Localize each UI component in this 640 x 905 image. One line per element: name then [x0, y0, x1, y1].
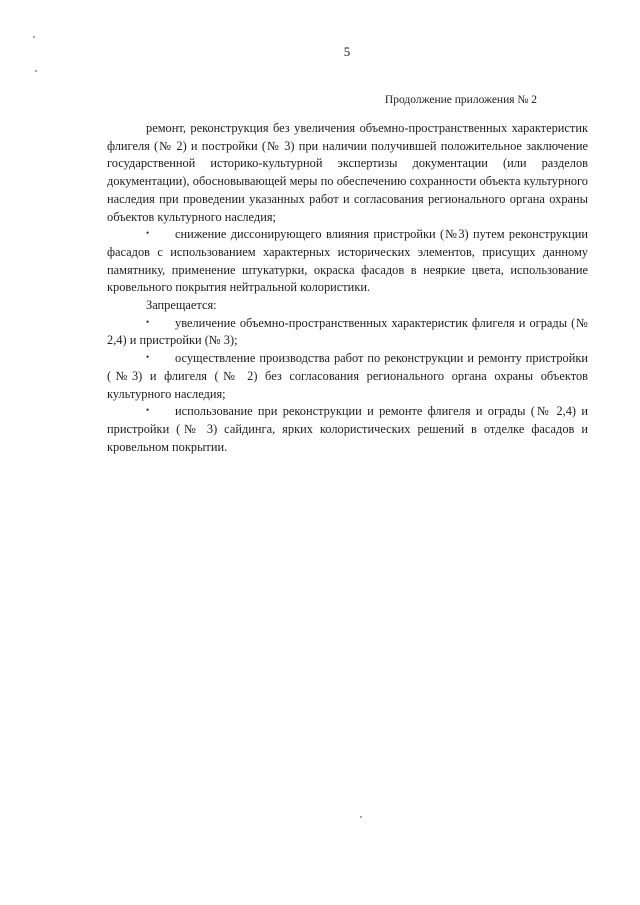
document-body [107, 120, 588, 456]
bullet-marker: • [146, 228, 150, 239]
scan-speck [35, 70, 37, 72]
bullet-marker: • [146, 316, 150, 327]
bullet-text: снижение диссонирующего влияния пристройки (№3) путем реконструкции фасадов с использованием характерных исторических элементов, присущих данному памятнику, применение штукатурки, окраска фасадов в неяркие цвета, использование кровельного покрытия нейтральной колористики. [107, 227, 588, 295]
bullet-text: осуществление производства работ по реконструкции и ремонту пристройки (№3) и флигеля (№ 2) без согласования регионального органа охраны объектов культурного наследия; [107, 351, 588, 401]
bullet-text: увеличение объемно-пространственных характеристик флигеля и ограды (№ 2,4) и пристройки (№ 3); [107, 315, 588, 348]
forbidden-heading: Запрещается: [146, 298, 217, 313]
scan-speck [33, 36, 35, 38]
intro-paragraph: ремонт, реконструкция без увеличения объемно-пространственных характеристик флигеля (№ 2) и постройки (№ 3) при наличии получившей положительное заключение государственной историко-культурной экспертизы документации (или разделов документации), обосновывающей меры по обеспечению сохранности объекта культурного наследия при проведении указанных работ и согласования регионального органа охраны объектов культурного наследия; [107, 121, 588, 224]
forbidden-bullet-item [107, 315, 588, 350]
allowed-bullet-item [107, 226, 588, 297]
page-number: 5 [343, 44, 351, 59]
scan-speck [360, 816, 362, 818]
bullet-marker: • [146, 405, 150, 416]
appendix-continuation-note: Продолжение приложения № 2 [384, 94, 537, 106]
bullet-text: использование при реконструкции и ремонте флигеля и ограды (№ 2,4) и пристройки (№ 3) сайдинга, ярких колористических решений в отделке фасадов и кровельном покрытии. [107, 404, 588, 454]
bullet-marker: • [146, 352, 150, 363]
forbidden-bullet-item [107, 350, 588, 403]
forbidden-bullet-item [107, 403, 588, 456]
